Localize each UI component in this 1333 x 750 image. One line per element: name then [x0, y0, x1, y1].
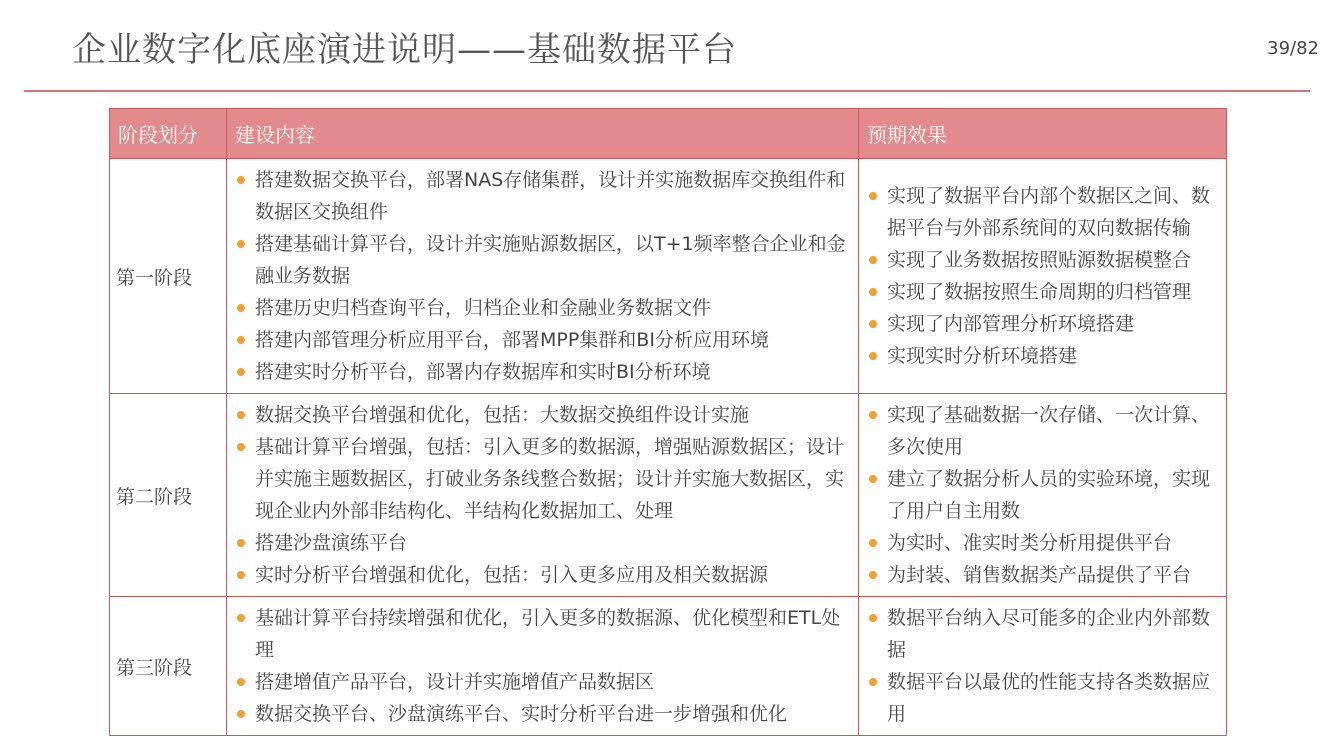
effects-cell	[859, 394, 1227, 597]
page-number: 39/82	[1267, 38, 1319, 59]
list-item: 数据平台纳入尽可能多的企业内外部数据	[865, 602, 1220, 666]
list-item: 建立了数据分析人员的实验环境，实现了用户自主用数	[865, 463, 1220, 527]
list-item: 实时分析平台增强和优化，包括：引入更多应用及相关数据源	[233, 559, 852, 591]
list-item: 实现了数据平台内部个数据区之间、数据平台与外部系统间的双向数据传输	[865, 180, 1220, 244]
list-item: 为封装、销售数据类产品提供了平台	[865, 559, 1220, 591]
content-cell	[227, 159, 859, 394]
list-item: 搭建数据交换平台，部署NAS存储集群，设计并实施数据库交换组件和数据区交换组件	[233, 164, 852, 228]
stage-label: 第三阶段	[110, 597, 227, 736]
list-item: 基础计算平台增强，包括：引入更多的数据源，增强贴源数据区；设计并实施主题数据区，打破业务条线整合数据；设计并实施大数据区，实现企业内外部非结构化、半结构化数据加工、处理	[233, 431, 852, 527]
table-row	[110, 597, 1227, 736]
stage-label: 第一阶段	[110, 159, 227, 394]
content-cell	[227, 597, 859, 736]
slide-title: 企业数字化底座演进说明——基础数据平台	[72, 30, 737, 70]
list-item: 搭建实时分析平台，部署内存数据库和实时BI分析环境	[233, 356, 852, 388]
stage-label: 第二阶段	[110, 394, 227, 597]
list-item: 实现了基础数据一次存储、一次计算、多次使用	[865, 399, 1220, 463]
header-effects: 预期效果	[859, 109, 1227, 159]
stage-table	[109, 108, 1227, 736]
list-item: 搭建历史归档查询平台，归档企业和金融业务数据文件	[233, 292, 852, 324]
list-item: 搭建基础计算平台，设计并实施贴源数据区，以T+1频率整合企业和金融业务数据	[233, 228, 852, 292]
title-divider	[24, 90, 1310, 92]
list-item: 实现了内部管理分析环境搭建	[865, 308, 1220, 340]
list-item: 搭建沙盘演练平台	[233, 527, 852, 559]
list-item: 基础计算平台持续增强和优化，引入更多的数据源、优化模型和ETL处理	[233, 602, 852, 666]
header-stage: 阶段划分	[110, 109, 227, 159]
list-item: 数据平台以最优的性能支持各类数据应用	[865, 666, 1220, 730]
list-item: 实现了数据按照生命周期的归档管理	[865, 276, 1220, 308]
list-item: 数据交换平台增强和优化，包括：大数据交换组件设计实施	[233, 399, 852, 431]
list-item: 搭建内部管理分析应用平台，部署MPP集群和BI分析应用环境	[233, 324, 852, 356]
list-item: 为实时、准实时类分析用提供平台	[865, 527, 1220, 559]
table-header-row	[110, 109, 1227, 159]
header-content: 建设内容	[227, 109, 859, 159]
effects-cell	[859, 597, 1227, 736]
table-row	[110, 394, 1227, 597]
effects-cell	[859, 159, 1227, 394]
content-cell	[227, 394, 859, 597]
table-row	[110, 159, 1227, 394]
list-item: 实现了业务数据按照贴源数据模整合	[865, 244, 1220, 276]
list-item: 实现实时分析环境搭建	[865, 340, 1220, 372]
list-item: 数据交换平台、沙盘演练平台、实时分析平台进一步增强和优化	[233, 698, 852, 730]
list-item: 搭建增值产品平台，设计并实施增值产品数据区	[233, 666, 852, 698]
